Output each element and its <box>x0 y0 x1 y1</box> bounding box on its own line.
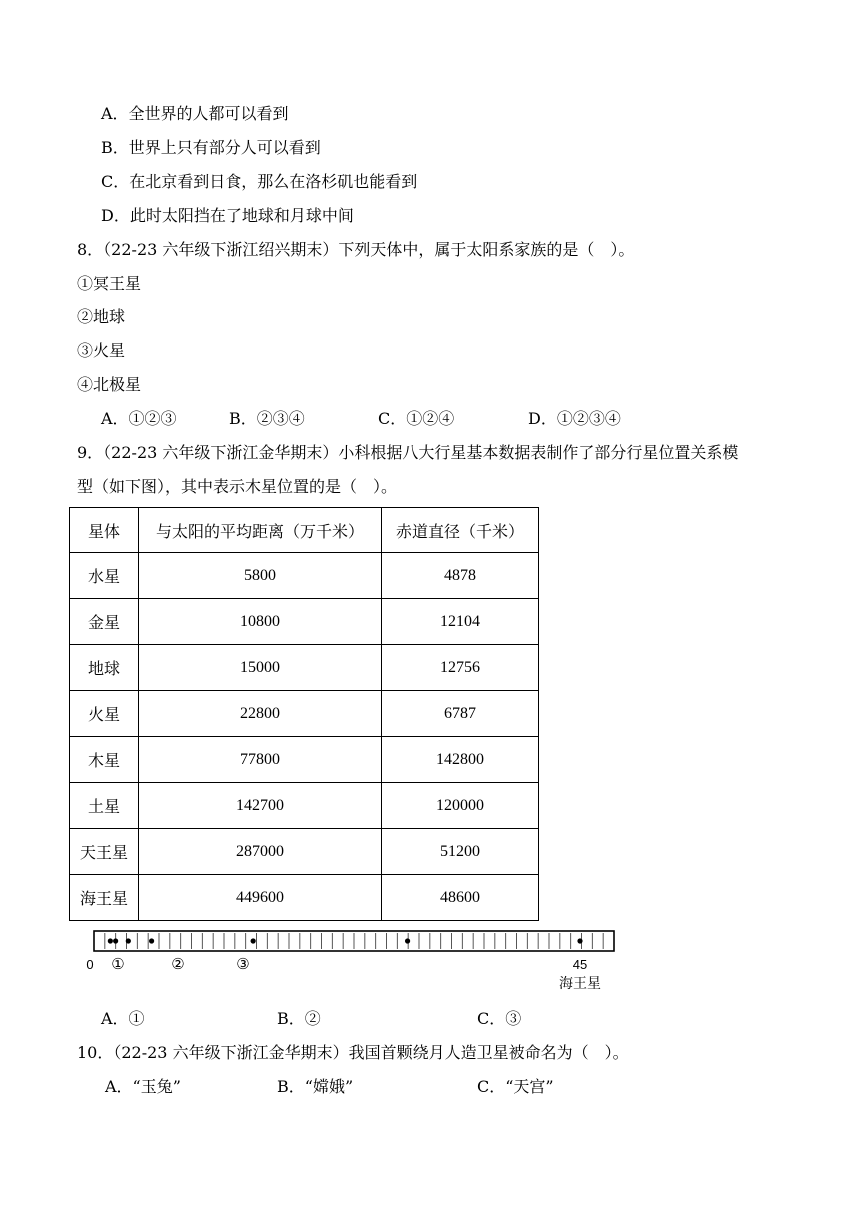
planet-dot <box>126 938 131 943</box>
planet-name-cell: 木星 <box>70 737 139 783</box>
diameter-cell: 142800 <box>382 737 539 783</box>
planet-dot <box>149 938 154 943</box>
diameter-cell: 6787 <box>382 691 539 737</box>
distance-cell: 77800 <box>139 737 382 783</box>
q8-option-a: A．①②③ <box>101 409 177 428</box>
planet-data-table <box>69 507 539 921</box>
planet-name-cell: 火星 <box>70 691 139 737</box>
q8-option-c: C．①②④ <box>378 409 455 428</box>
q9-option-c: C．③ <box>477 1009 522 1028</box>
q10-option-b: B．“嫦娥” <box>277 1077 354 1096</box>
diameter-cell: 4878 <box>382 553 539 599</box>
planet-dot <box>113 938 118 943</box>
q8-stem: 8．（22-23 六年级下浙江绍兴期末）下列天体中，属于太阳系家族的是（ ）。 <box>77 240 635 259</box>
q10-option-a: A．“玉兔” <box>105 1077 181 1096</box>
ruler-label-zero: 0 <box>86 957 94 972</box>
planet-name-cell: 土星 <box>70 783 139 829</box>
ruler-marker-2: ② <box>171 956 185 973</box>
ruler-marker-1: ① <box>111 956 125 973</box>
planet-position-ruler <box>78 918 623 996</box>
table-row <box>70 737 539 783</box>
q8-item-1: ①冥王星 <box>77 274 142 293</box>
table-row <box>70 875 539 921</box>
q8-item-2: ②地球 <box>77 307 126 326</box>
planet-name-cell: 金星 <box>70 599 139 645</box>
q10-stem: 10．（22-23 六年级下浙江金华期末）我国首颗绕月人造卫星被命名为（ ）。 <box>77 1043 629 1062</box>
table-row <box>70 599 539 645</box>
table-row <box>70 645 539 691</box>
distance-cell: 10800 <box>139 599 382 645</box>
table-row <box>70 553 539 599</box>
planet-name-cell: 地球 <box>70 645 139 691</box>
distance-cell: 142700 <box>139 783 382 829</box>
distance-cell: 287000 <box>139 829 382 875</box>
diameter-cell: 48600 <box>382 875 539 921</box>
planet-dot <box>405 938 410 943</box>
q7-option-c: C．在北京看到日食，那么在洛杉矶也能看到 <box>101 172 418 191</box>
distance-cell: 5800 <box>139 553 382 599</box>
table-row <box>70 691 539 737</box>
q10-option-c: C．“天宫” <box>477 1077 554 1096</box>
planet-dot <box>108 938 113 943</box>
q8-option-b: B．②③④ <box>229 409 305 428</box>
table-row <box>70 783 539 829</box>
ruler-neptune-label: 海王星 <box>559 975 601 991</box>
table-header-cell: 赤道直径（千米） <box>382 508 539 553</box>
q9-stem-line2: 型（如下图），其中表示木星位置的是（ ）。 <box>77 477 398 496</box>
table-header-cell: 星体 <box>70 508 139 553</box>
q8-item-3: ③火星 <box>77 341 126 360</box>
diameter-cell: 12104 <box>382 599 539 645</box>
q9-option-b: B．② <box>277 1009 321 1028</box>
distance-cell: 22800 <box>139 691 382 737</box>
diameter-cell: 120000 <box>382 783 539 829</box>
q9-option-a: A．① <box>101 1009 145 1028</box>
planet-name-cell: 水星 <box>70 553 139 599</box>
q9-stem-line1: 9．（22-23 六年级下浙江金华期末）小科根据八大行星基本数据表制作了部分行星位置关系模 <box>77 443 739 462</box>
q7-option-a: A．全世界的人都可以看到 <box>101 104 289 123</box>
q7-option-b: B．世界上只有部分人可以看到 <box>101 138 321 157</box>
planet-dot <box>577 938 582 943</box>
diameter-cell: 51200 <box>382 829 539 875</box>
planet-dot <box>251 938 256 943</box>
q8-item-4: ④北极星 <box>77 375 142 394</box>
planet-name-cell: 天王星 <box>70 829 139 875</box>
q8-option-d: D．①②③④ <box>528 409 621 428</box>
table-header-row <box>70 508 539 553</box>
distance-cell: 15000 <box>139 645 382 691</box>
planet-name-cell: 海王星 <box>70 875 139 921</box>
ruler-label-max: 45 <box>572 957 588 972</box>
ruler-marker-3: ③ <box>236 956 250 973</box>
q7-option-d: D．此时太阳挡在了地球和月球中间 <box>101 206 354 225</box>
table-header-cell: 与太阳的平均距离（万千米） <box>139 508 382 553</box>
diameter-cell: 12756 <box>382 645 539 691</box>
table-row <box>70 829 539 875</box>
distance-cell: 449600 <box>139 875 382 921</box>
